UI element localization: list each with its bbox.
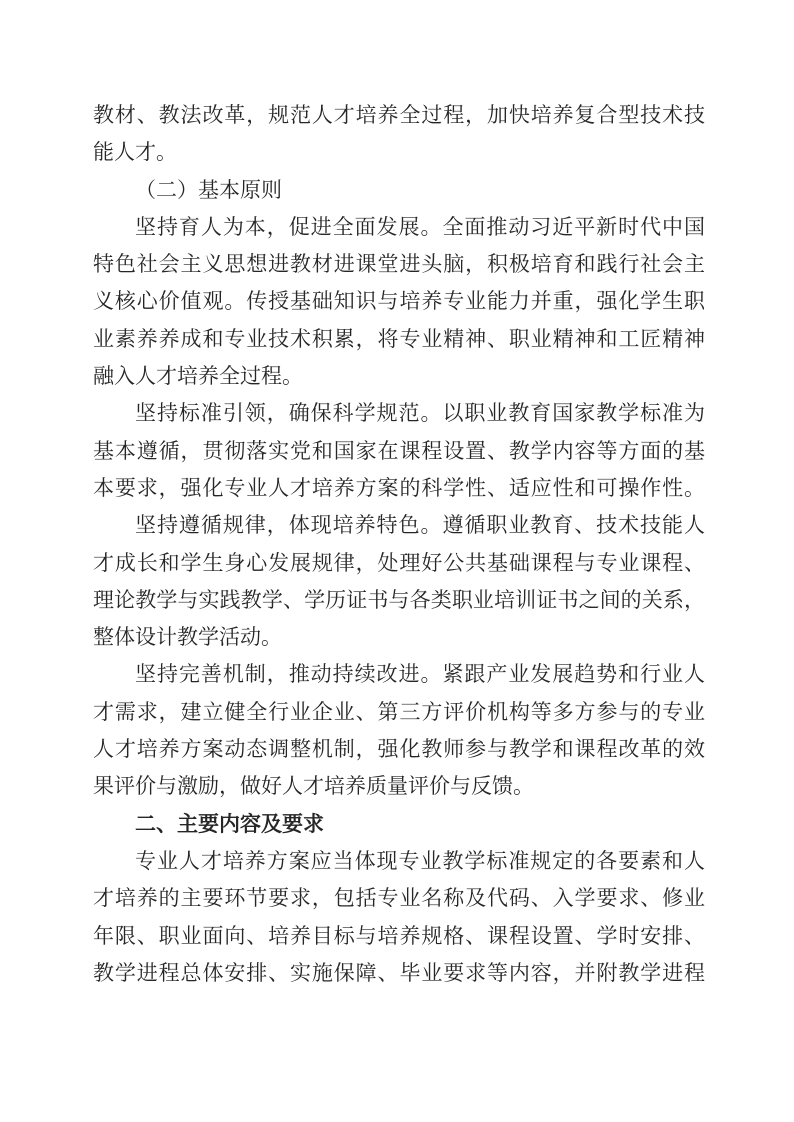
paragraph — [93, 507, 705, 656]
text-line: 业素养养成和专业技术积累，将专业精神、职业精神和工匠精神 — [93, 326, 705, 351]
text-line: 人才培养方案动态调整机制，强化教师参与教学和课程改革的效 — [93, 737, 705, 762]
text-line: 坚持遵循规律，体现培养特色。遵循职业教育、技术技能人 — [135, 513, 705, 538]
text-line: 特色社会主义思想进教材进课堂进头脑，积极培育和践行社会主 — [93, 252, 705, 277]
text-line: 能人才。 — [93, 140, 177, 165]
section-heading — [93, 806, 705, 843]
text-line: 融入人才培养全过程。 — [93, 364, 303, 389]
subsection-heading-text: （二）基本原则 — [135, 177, 282, 202]
text-line: 理论教学与实践教学、学历证书与各类职业培训证书之间的关系， — [93, 587, 705, 612]
text-line: 义核心价值观。传授基础知识与培养专业能力并重，强化学生职 — [93, 289, 705, 314]
text-line: 才需求，建立健全行业企业、第三方评价机构等多方参与的专业 — [93, 699, 705, 724]
subsection-heading — [93, 172, 705, 209]
text-line: 专业人才培养方案应当体现专业教学标准规定的各要素和人 — [135, 848, 705, 873]
text-line: 才成长和学生身心发展规律，处理好公共基础课程与专业课程、 — [93, 550, 705, 575]
text-line: 本要求，强化专业人才培养方案的科学性、适应性和可操作性。 — [93, 475, 705, 500]
section-heading-text: 二、主要内容及要求 — [135, 811, 324, 836]
text-line: 坚持标准引领，确保科学规范。以职业教育国家教学标准为 — [135, 401, 705, 426]
text-line: 基本遵循，贯彻落实党和国家在课程设置、教学内容等方面的基 — [93, 438, 705, 463]
paragraph — [93, 656, 705, 805]
paragraph — [93, 395, 705, 507]
paragraph — [93, 843, 705, 992]
text-line: 教材、教法改革，规范人才培养全过程，加快培养复合型技术技 — [93, 103, 705, 127]
paragraph-continuation — [93, 97, 705, 172]
text-line: 果评价与激励，做好人才培养质量评价与反馈。 — [93, 774, 534, 799]
text-line: 坚持育人为本，促进全面发展。全面推动习近平新时代中国 — [135, 214, 705, 239]
text-line: 教学进程总体安排、实施保障、毕业要求等内容，并附教学进程 — [93, 960, 705, 985]
text-line: 坚持完善机制，推动持续改进。紧跟产业发展趋势和行业人 — [135, 662, 705, 687]
paragraph — [93, 209, 705, 395]
text-line: 整体设计教学活动。 — [93, 625, 282, 650]
text-line: 年限、职业面向、培养目标与培养规格、课程设置、学时安排、 — [93, 923, 705, 948]
text-line: 才培养的主要环节要求，包括专业名称及代码、入学要求、修业 — [93, 886, 705, 911]
